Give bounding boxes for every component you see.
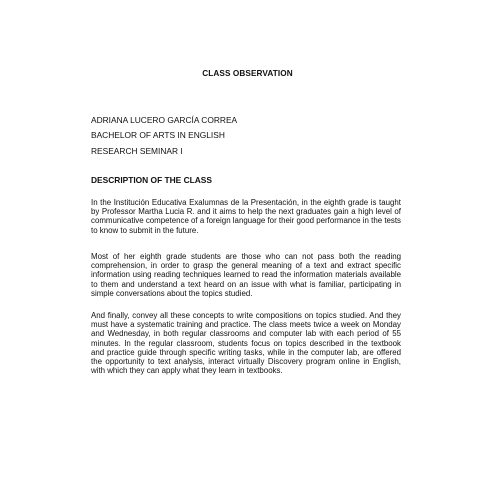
- paragraph-1: In the Institución Educativa Exalumnas de la Presentación, in the eighth grade is taught by Professor Martha Lucia R. and it aims to help the next graduates gain a high level of communicative competence of a foreign language for their good performance in the tests to know to submit in the future.: [91, 198, 401, 235]
- paragraph-2: Most of her eighth grade students are those who can not pass both the reading comprehension, in order to grasp the general meaning of a text and extract specific information using reading techniques learned to read the information materials available to them and understand a text heard on an issue with what is familiar, participating in simple conversations about the topics studied.: [91, 252, 401, 298]
- document-title: CLASS OBSERVATION: [202, 69, 293, 78]
- author-name: ADRIANA LUCERO GARCÍA CORREA: [91, 115, 238, 125]
- paragraph-3: And finally, convey all these concepts to write compositions on topics studied. And they must have a systematic training and practice. The class meets twice a week on Monday and Wednesday, in both regular classrooms and computer lab with each period of 55 minutes. In the regular classroom, students focus on topics described in the textbook and practice guide through specific writing tasks, while in the computer lab, are offered the opportunity to text analysis, interact virtually Discovery program online in English, with which they can apply what they learn in textbooks.: [91, 311, 401, 376]
- degree-program: BACHELOR OF ARTS IN ENGLISH: [91, 130, 225, 140]
- section-heading: DESCRIPTION OF THE CLASS: [91, 175, 212, 185]
- course-name: RESEARCH SEMINAR I: [91, 146, 183, 156]
